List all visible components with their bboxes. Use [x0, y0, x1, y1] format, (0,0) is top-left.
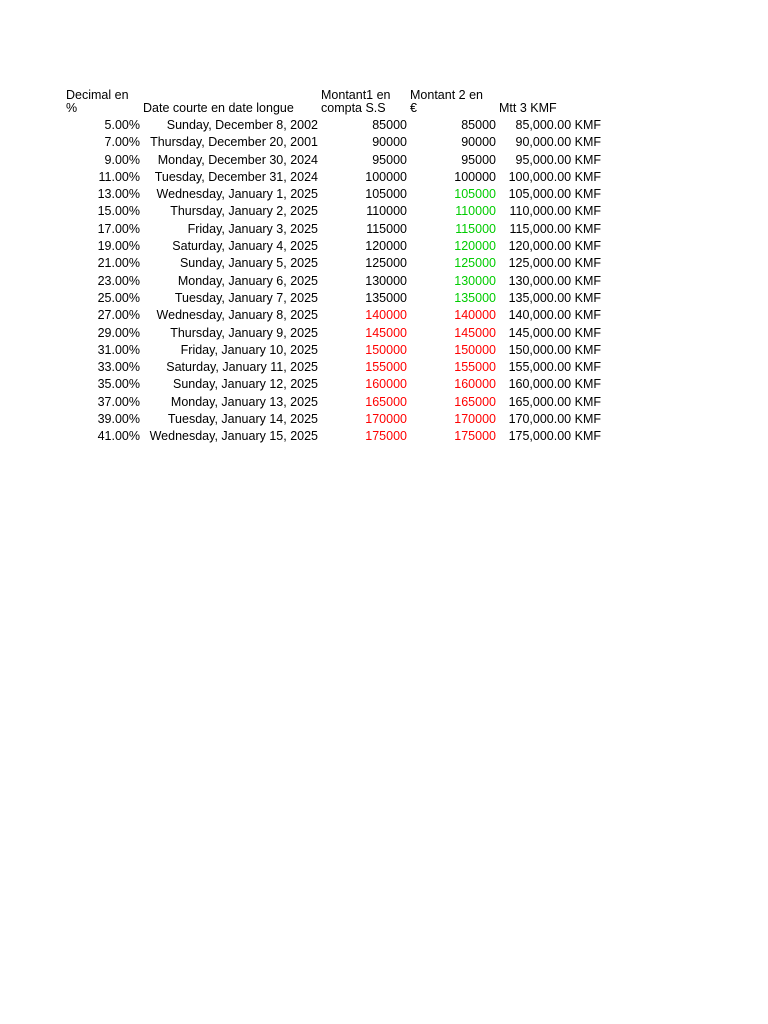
table-row [66, 152, 601, 169]
table-row [66, 428, 601, 445]
montant1-cell[interactable]: 125000 [365, 256, 407, 271]
table-row [66, 169, 601, 186]
date-cell[interactable]: Wednesday, January 15, 2025 [149, 429, 318, 444]
mtt3-cell[interactable]: 95,000.00 KMF [515, 152, 601, 167]
table-row [66, 411, 601, 428]
montant2-cell[interactable]: 90000 [461, 135, 496, 150]
percent-cell[interactable]: 13.00% [97, 187, 140, 202]
header-decimal [66, 89, 129, 115]
header-montant2 [410, 89, 483, 115]
mtt3-cell[interactable]: 135,000.00 KMF [508, 290, 601, 305]
percent-cell[interactable]: 23.00% [97, 273, 140, 288]
montant2-cell[interactable]: 145000 [454, 325, 496, 340]
header-montant1 [321, 89, 391, 115]
percent-cell[interactable]: 9.00% [104, 152, 140, 167]
montant2-cell[interactable]: 175000 [454, 429, 496, 444]
percent-cell[interactable]: 35.00% [97, 377, 140, 392]
montant1-cell[interactable]: 135000 [365, 290, 407, 305]
header-montant1-line2: compta S.S [321, 101, 386, 115]
montant2-cell[interactable]: 170000 [454, 412, 496, 427]
date-cell[interactable]: Tuesday, December 31, 2024 [154, 169, 318, 184]
table-row [66, 221, 601, 238]
montant2-cell[interactable]: 95000 [461, 152, 496, 167]
table-row [66, 238, 601, 255]
date-cell[interactable]: Wednesday, January 1, 2025 [156, 187, 318, 202]
percent-cell[interactable]: 39.00% [97, 412, 140, 427]
montant2-cell[interactable]: 130000 [454, 273, 496, 288]
montant1-cell[interactable]: 120000 [365, 239, 407, 254]
montant1-cell[interactable]: 115000 [366, 221, 407, 236]
date-cell[interactable]: Monday, January 13, 2025 [170, 394, 318, 409]
percent-cell[interactable]: 15.00% [97, 204, 140, 219]
montant1-cell[interactable]: 95000 [372, 152, 407, 167]
montant2-cell[interactable]: 160000 [454, 377, 496, 392]
date-cell[interactable]: Friday, January 3, 2025 [187, 221, 318, 236]
header-decimal-line2: % [66, 101, 78, 115]
date-cell[interactable]: Tuesday, January 7, 2025 [174, 290, 318, 305]
montant2-cell[interactable]: 100000 [454, 169, 496, 184]
table-row [66, 376, 601, 393]
montant1-cell[interactable]: 160000 [365, 377, 407, 392]
mtt3-cell[interactable]: 155,000.00 KMF [508, 360, 601, 375]
mtt3-cell[interactable]: 175,000.00 KMF [508, 429, 601, 444]
montant2-cell[interactable]: 105000 [454, 187, 496, 202]
percent-cell[interactable]: 17.00% [97, 221, 140, 236]
table-row [66, 117, 601, 134]
data-table [66, 117, 601, 446]
mtt3-cell[interactable]: 110,000.00 KMF [509, 204, 601, 219]
montant2-cell[interactable]: 110000 [455, 204, 496, 219]
table-row [66, 342, 601, 359]
table-row [66, 134, 601, 151]
header-mtt3 [499, 102, 557, 115]
table-row [66, 255, 601, 272]
montant1-cell[interactable]: 175000 [365, 429, 407, 444]
header-decimal-line1: Decimal en [66, 88, 129, 102]
percent-cell[interactable]: 25.00% [97, 290, 140, 305]
montant1-cell[interactable]: 90000 [372, 135, 407, 150]
montant2-cell[interactable]: 120000 [454, 239, 496, 254]
mtt3-cell[interactable]: 130,000.00 KMF [508, 273, 601, 288]
montant1-cell[interactable]: 140000 [365, 308, 407, 323]
percent-cell[interactable]: 33.00% [97, 360, 140, 375]
table-row [66, 203, 601, 220]
date-cell[interactable]: Thursday, January 9, 2025 [170, 325, 318, 340]
montant2-cell[interactable]: 155000 [454, 360, 496, 375]
montant1-cell[interactable]: 85000 [372, 118, 407, 132]
mtt3-cell[interactable]: 120,000.00 KMF [508, 239, 601, 254]
montant2-cell[interactable]: 115000 [455, 221, 496, 236]
percent-cell[interactable]: 37.00% [97, 394, 140, 409]
montant2-cell[interactable]: 135000 [454, 290, 496, 305]
montant1-cell[interactable]: 165000 [365, 394, 407, 409]
date-cell[interactable]: Thursday, January 2, 2025 [170, 204, 318, 219]
montant1-cell[interactable]: 105000 [365, 187, 407, 202]
montant1-cell[interactable]: 170000 [365, 412, 407, 427]
montant1-cell[interactable]: 150000 [365, 342, 407, 357]
mtt3-cell[interactable]: 160,000.00 KMF [508, 377, 601, 392]
percent-cell[interactable]: 31.00% [97, 342, 140, 357]
mtt3-cell[interactable]: 105,000.00 KMF [508, 187, 601, 202]
percent-cell[interactable]: 11.00% [98, 169, 140, 184]
header-mtt3-label: Mtt 3 KMF [499, 101, 557, 115]
table-body [66, 117, 601, 446]
mtt3-cell[interactable]: 150,000.00 KMF [508, 342, 601, 357]
mtt3-cell[interactable]: 125,000.00 KMF [508, 256, 601, 271]
montant1-cell[interactable]: 110000 [366, 204, 407, 219]
date-cell[interactable]: Sunday, January 5, 2025 [179, 256, 318, 271]
mtt3-cell[interactable]: 85,000.00 KMF [515, 118, 601, 132]
montant1-cell[interactable]: 100000 [365, 169, 407, 184]
header-date [143, 102, 294, 115]
montant2-cell[interactable]: 150000 [454, 342, 496, 357]
date-cell[interactable]: Friday, January 10, 2025 [180, 342, 318, 357]
montant2-cell[interactable]: 140000 [454, 308, 496, 323]
mtt3-cell[interactable]: 145,000.00 KMF [508, 325, 601, 340]
mtt3-cell[interactable]: 100,000.00 KMF [508, 169, 601, 184]
date-cell[interactable]: Wednesday, January 8, 2025 [156, 308, 318, 323]
date-cell[interactable]: Thursday, December 20, 2001 [150, 135, 318, 150]
montant2-cell[interactable]: 165000 [454, 394, 496, 409]
percent-cell[interactable]: 21.00% [97, 256, 140, 271]
montant1-cell[interactable]: 155000 [365, 360, 407, 375]
header-montant2-line1: Montant 2 en [410, 88, 483, 102]
percent-cell[interactable]: 27.00% [97, 308, 140, 323]
table-row [66, 290, 601, 307]
date-cell[interactable]: Sunday, December 8, 2002 [166, 118, 318, 132]
mtt3-cell[interactable]: 115,000.00 KMF [509, 221, 601, 236]
date-cell[interactable]: Monday, January 6, 2025 [177, 273, 318, 288]
table-row [66, 325, 601, 342]
date-cell[interactable]: Sunday, January 12, 2025 [172, 377, 318, 392]
percent-cell[interactable]: 5.00% [104, 118, 140, 132]
table-row [66, 186, 601, 203]
percent-cell[interactable]: 7.00% [104, 135, 140, 150]
table-row [66, 359, 601, 376]
percent-cell[interactable]: 29.00% [97, 325, 140, 340]
date-cell[interactable]: Monday, December 30, 2024 [157, 152, 318, 167]
date-cell[interactable]: Saturday, January 11, 2025 [166, 360, 318, 375]
date-cell[interactable]: Tuesday, January 14, 2025 [167, 412, 318, 427]
montant2-cell[interactable]: 85000 [461, 118, 496, 132]
table-row [66, 394, 601, 411]
montant2-cell[interactable]: 125000 [454, 256, 496, 271]
percent-cell[interactable]: 41.00% [97, 429, 140, 444]
header-montant2-line2: € [410, 101, 417, 115]
header-montant1-line1: Montant1 en [321, 88, 391, 102]
mtt3-cell[interactable]: 165,000.00 KMF [508, 394, 601, 409]
table-row [66, 273, 601, 290]
header-date-label: Date courte en date longue [143, 101, 294, 115]
mtt3-cell[interactable]: 140,000.00 KMF [508, 308, 601, 323]
montant1-cell[interactable]: 145000 [365, 325, 407, 340]
table-row [66, 307, 601, 324]
mtt3-cell[interactable]: 170,000.00 KMF [508, 412, 601, 427]
percent-cell[interactable]: 19.00% [97, 239, 140, 254]
date-cell[interactable]: Saturday, January 4, 2025 [172, 239, 318, 254]
mtt3-cell[interactable]: 90,000.00 KMF [515, 135, 601, 150]
montant1-cell[interactable]: 130000 [365, 273, 407, 288]
